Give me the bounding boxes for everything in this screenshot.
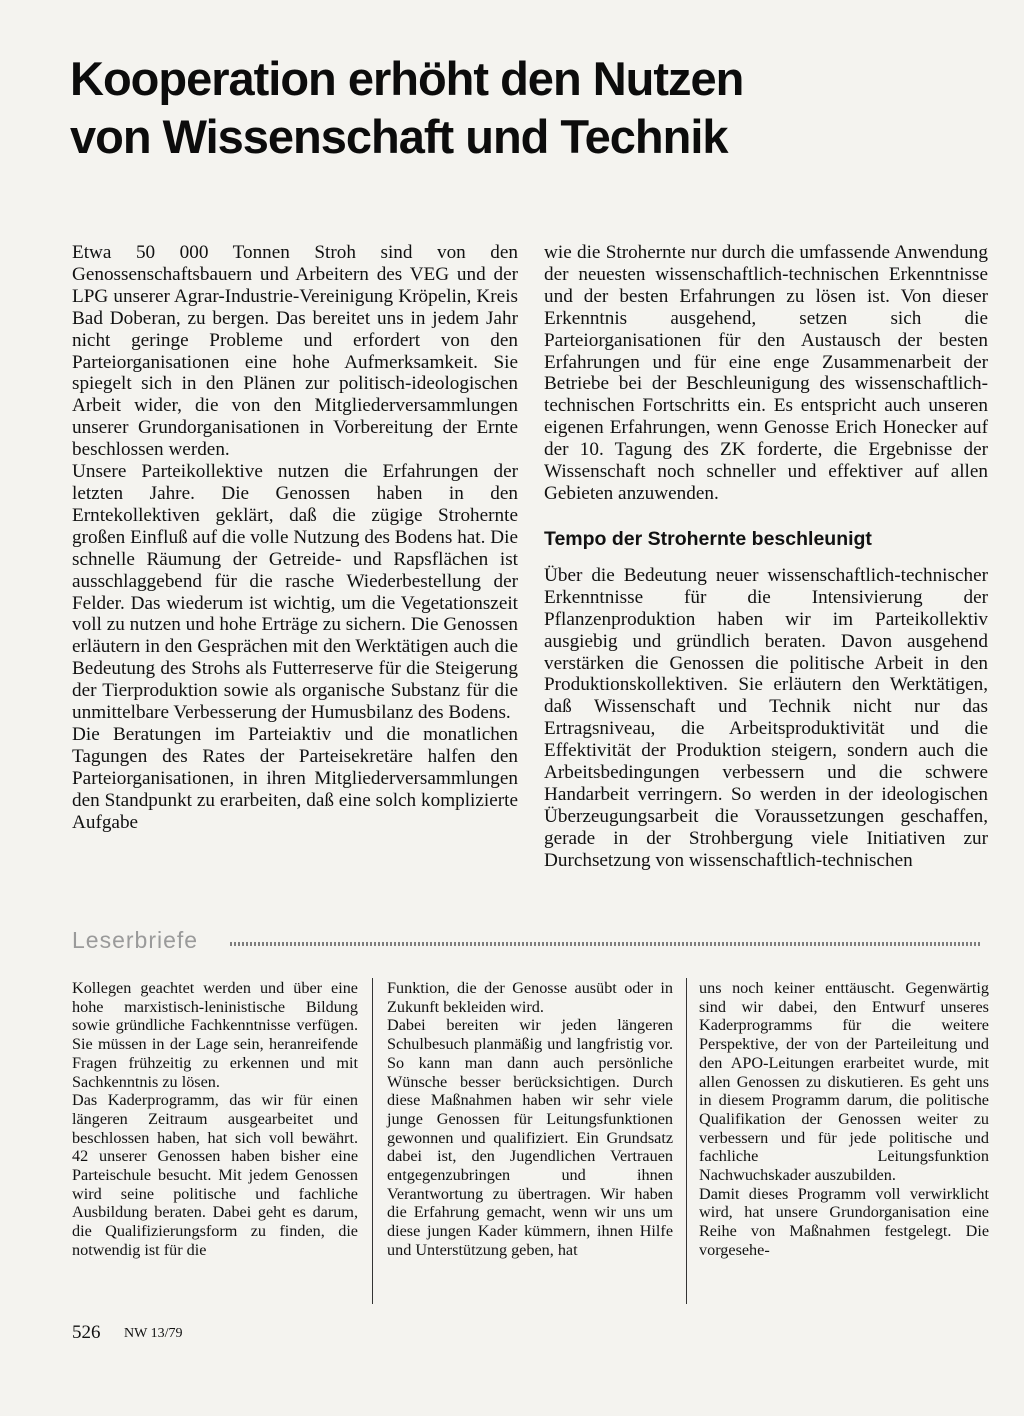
article-paragraph: Etwa 50 000 Tonnen Stroh sind von den Genossenschaftsbauern und Arbeitern des VEG und der LPG unserer Agrar-Industrie-Vereinigung Kröpelin, Kreis Bad Doberan, zu bergen. Das bereitet uns in jedem Jahr nicht geringe Probleme und erfordert von den Parteiorganisationen eine hohe Aufmerksamkeit. Sie spiegelt sich in den Plänen zur politisch-ideologischen Arbeit wider, die von den Mitgliederversammlungen unserer Grundorganisationen in Vorbereitung der Ernte beschlossen werden. — [72, 242, 518, 461]
article-paragraph: Über die Bedeutung neuer wissenschaftlich-technischer Erkenntnisse für die Intensivierung der Pflanzenproduktion haben wir im Parteikollektiv ausgiebig und gründlich beraten. Davon ausgehend verstärken die Genossen die politische Arbeit in den Produktionskollektiven. Sie erläutern den Werktätigen, daß Wissenschaft und Technik nicht nur das Ertragsniveau, die Arbeitsproduktivität und die Effektivität der Produktion steigern, sondern auch die Arbeitsbedingungen verbessern und die schwere Handarbeit verringern. So werden in der ideologischen Überzeugungsarbeit die Voraussetzungen geschaffen, gerade in der Strohbergung viele Initiativen zur Durchsetzung von wissenschaftlich-technischen — [544, 564, 988, 871]
letters-column-3 — [699, 979, 989, 1260]
article-column-2 — [544, 242, 988, 872]
article-subheading: Tempo der Strohernte beschleunigt — [544, 527, 872, 550]
letter-paragraph: Damit dieses Programm voll verwirklicht wird, hat unsere Grundorganisation eine Reihe von Maßnahmen festgelegt. Die vorgesehe- — [699, 1184, 989, 1259]
column-divider — [372, 978, 373, 1304]
article-paragraph: Unsere Parteikollektive nutzen die Erfahrungen der letzten Jahre. Die Genossen haben in den Erntekollektiven geklärt, daß die zügige Strohernte großen Einfluß auf die volle Nutzung des Bodens hat. Die schnelle Räumung der Getreide- und Rapsflächen ist ausschlaggebend für die rasche Wiederbestellung der Felder. Das wiederum ist wichtig, um die Vegetationszeit voll zu nutzen und hohe Erträge zu sichern. Die Genossen erläutern in den Gesprächen mit den Werktätigen auch die Bedeutung des Strohs als Futterreserve für die Steigerung der Tierproduktion sowie als organische Substanz für die unmittelbare Verbesserung der Humusbilanz des Bodens. — [72, 461, 518, 724]
headline-line-1: Kooperation erhöht den Nutzen — [70, 52, 744, 105]
headline — [70, 50, 970, 166]
letters-column-2 — [387, 979, 673, 1260]
article-paragraph: wie die Strohernte nur durch die umfassende Anwendung der neuesten wissenschaftlich-technischen Erkenntnisse und der besten Erfahrungen zu lösen ist. Von dieser Erkenntnis ausgehend, setzen sich die Parteiorganisationen für den Austausch der besten Erfahrungen und für eine enge Zusammenarbeit der Betriebe bei der Beschleunigung des wissenschaftlich-technischen Fortschritts ein. Es entspricht auch unseren eigenen Erfahrungen, wenn Genosse Erich Honecker auf der 10. Tagung des ZK forderte, die Ergebnisse der Wissenschaft noch schneller und effektiver auf allen Gebieten anzuwenden. — [544, 242, 988, 504]
rubric-divider — [230, 942, 982, 946]
letter-paragraph: Dabei bereiten wir jeden längeren Schulbesuch planmäßig und langfristig vor. So kann man dann auch persönliche Wünsche besser berücksichtigen. Durch diese Maßnahmen haben wir sehr viele junge Genossen für Leitungsfunktionen gewonnen und qualifiziert. Ein Grundsatz dabei ist, den Jugendlichen Vertrauen entgegenzubringen und ihnen Verantwortung zu übertragen. Wir haben die Erfahrung gemacht, wenn wir uns um diese jungen Kader kümmern, ihnen Hilfe und Unterstützung geben, hat — [387, 1016, 673, 1259]
letters-column-1 — [72, 979, 358, 1260]
section-rubric: Leserbriefe — [72, 927, 199, 953]
column-divider — [686, 978, 687, 1304]
article-column-1 — [72, 242, 518, 833]
issue-label: NW 13/79 — [124, 1326, 183, 1341]
article-paragraph: Die Beratungen im Parteiaktiv und die monatlichen Tagungen des Rates der Parteisekretäre halfen den Parteiorganisationen, in ihren Mitgliederversammlungen den Standpunkt zu erarbeiten, daß eine solch komplizierte Aufgabe — [72, 723, 518, 833]
letter-paragraph: Kollegen geachtet werden und über eine hohe marxistisch-leninistische Bildung sowie gründliche Fachkenntnisse verfügen. Sie müssen in der Lage sein, heranreifende Fragen frühzeitig zu erkennen und mit Sachkenntnis zu lösen. — [72, 979, 358, 1091]
page-number: 526 — [72, 1322, 101, 1343]
letter-paragraph: Das Kaderprogramm, das wir für einen längeren Zeitraum ausgearbeitet und beschlossen haben, hat sich voll bewährt. 42 unserer Genossen haben bisher eine Parteischule besucht. Mit jedem Genossen wird seine politische und fachliche Ausbildung beraten. Dabei geht es darum, die Qualifizierungsform zu finden, die notwendig ist für die — [72, 1091, 358, 1259]
letter-paragraph: uns noch keiner enttäuscht. Gegenwärtig sind wir dabei, den Entwurf unseres Kaderprogramms für die weitere Perspektive, der von der Parteileitung und den APO-Leitungen erarbeitet wurde, mit allen Genossen zu diskutieren. Es geht uns in diesem Programm darum, die politische Qualifikation der Genossen weiter zu verbessern und für jede politische und fachliche Leitungsfunktion Nachwuchskader auszubilden. — [699, 979, 989, 1185]
letter-paragraph: Funktion, die der Genosse ausübt oder in Zukunft bekleiden wird. — [387, 979, 673, 1016]
headline-line-2: von Wissenschaft und Technik — [70, 110, 728, 163]
